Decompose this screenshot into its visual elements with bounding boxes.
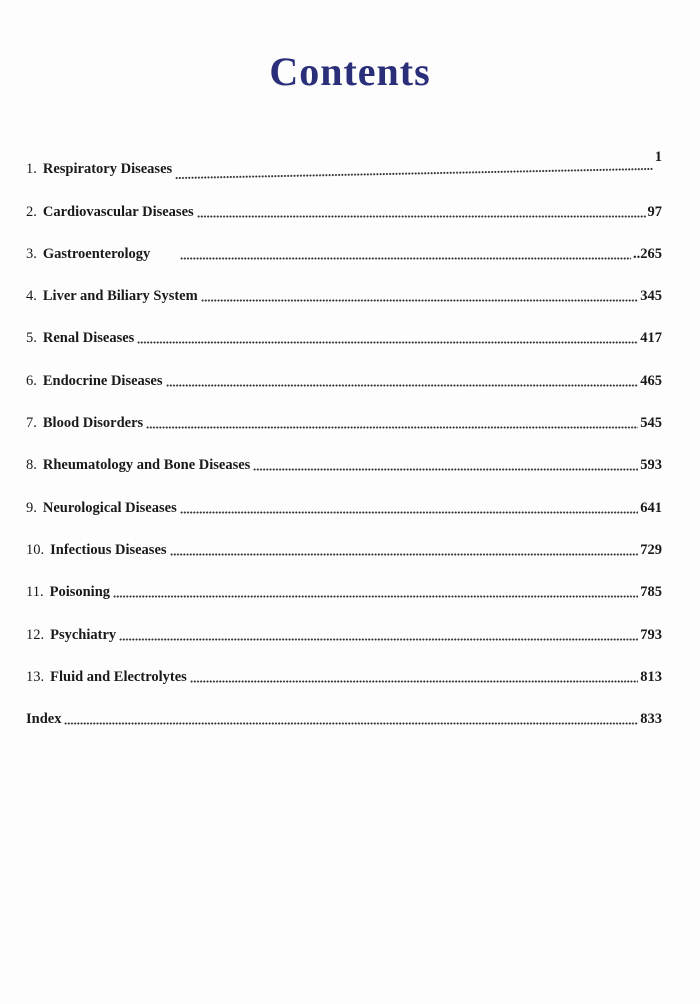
toc-entry[interactable] [26, 182, 662, 224]
toc-entry-number: 8. [26, 457, 37, 474]
dot-leader [175, 157, 653, 180]
toc-entry-page: 641 [640, 499, 662, 516]
toc-entry-title: Respiratory Diseases [42, 161, 173, 178]
toc-entry-number: 4. [26, 288, 37, 305]
page-title: Contents [269, 49, 431, 94]
toc-entry-number: 5. [26, 330, 37, 347]
toc-entry-page: 813 [640, 668, 662, 685]
dot-leader [146, 415, 638, 429]
toc-entry[interactable] [26, 309, 662, 351]
dot-leader [113, 584, 638, 598]
dot-leader [170, 542, 639, 556]
dot-leader [137, 330, 638, 344]
toc-entry-page: 545 [640, 415, 662, 432]
toc-entry-title: Endocrine Diseases [42, 372, 163, 389]
dot-leader [253, 457, 638, 471]
toc-entry[interactable] [26, 648, 662, 690]
toc-entry-number: 9. [26, 499, 37, 516]
dot-leader [197, 204, 646, 218]
toc-entry[interactable] [26, 436, 662, 478]
toc-entry-page: 417 [640, 330, 662, 347]
toc-entry-number: 6. [26, 372, 37, 389]
toc-entry-number: 3. [26, 245, 37, 262]
dot-leader [180, 246, 631, 260]
toc-entry-title: Liver and Biliary System [42, 288, 198, 305]
toc-entry-page: 785 [640, 584, 662, 601]
toc-entry-page: 729 [640, 541, 662, 558]
toc-entry-title: Blood Disorders [42, 415, 144, 432]
toc-entry-number: 13. [26, 668, 45, 685]
toc-entry-page: 465 [640, 372, 662, 389]
toc-entry-title: Renal Diseases [42, 330, 135, 347]
toc-entry-page: 793 [640, 626, 662, 643]
toc-entry-title: Neurological Diseases [42, 499, 177, 516]
toc-entry-page: 345 [640, 288, 662, 305]
toc-entry-title: Psychiatry [50, 626, 117, 643]
toc-entry-title: Index [26, 711, 62, 728]
toc-entry[interactable] [26, 140, 662, 182]
toc-entry[interactable] [26, 351, 662, 393]
toc-entry-page: ..265 [633, 245, 662, 262]
toc-entry[interactable] [26, 521, 662, 563]
toc-entry-page: 593 [640, 457, 662, 474]
toc-entry-index[interactable] [26, 690, 662, 732]
toc-entry[interactable] [26, 605, 662, 647]
toc-entry-number: 10. [26, 541, 45, 558]
dot-leader [64, 711, 638, 725]
toc-entry-title: Gastroenterology [42, 245, 151, 262]
toc-entry-title: Rheumatology and Bone Diseases [42, 457, 251, 474]
toc-entry[interactable] [26, 478, 662, 520]
toc-entry-number: 2. [26, 203, 37, 220]
toc-entry[interactable] [26, 563, 662, 605]
toc-entry-number: 12. [26, 626, 45, 643]
table-of-contents [26, 140, 662, 732]
toc-entry-title: Infectious Diseases [50, 541, 167, 558]
toc-entry-page: 1 [654, 149, 662, 166]
dot-leader [166, 373, 639, 387]
toc-entry[interactable] [26, 394, 662, 436]
toc-entry[interactable] [26, 225, 662, 267]
toc-entry-page: 97 [647, 203, 662, 220]
toc-entry-number: 11. [26, 584, 44, 601]
dot-leader [180, 500, 639, 514]
toc-entry-title: Poisoning [49, 584, 111, 601]
toc-entry-number: 7. [26, 415, 37, 432]
toc-entry-page: 833 [640, 711, 662, 728]
toc-entry-number: 1. [26, 161, 37, 178]
toc-entry-title: Cardiovascular Diseases [42, 203, 194, 220]
dot-leader [190, 669, 638, 683]
toc-entry-title: Fluid and Electrolytes [50, 668, 187, 685]
dot-leader [119, 627, 638, 641]
dot-leader [201, 288, 639, 302]
toc-entry[interactable] [26, 267, 662, 309]
